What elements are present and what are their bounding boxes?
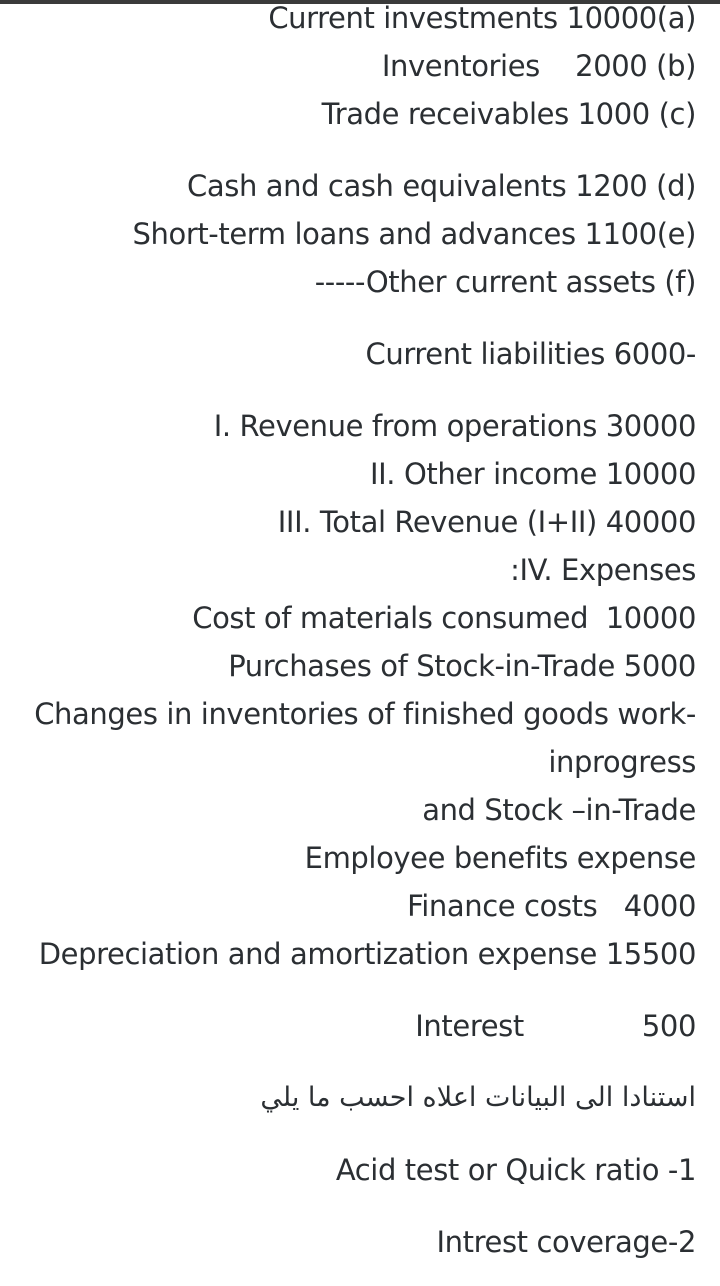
finance-costs-line: Finance costs 4000	[407, 889, 696, 923]
current-liabilities-line: Current liabilities 6000-	[365, 337, 696, 371]
total-revenue-line: III. Total Revenue (I+II) 40000	[277, 505, 696, 539]
interest-label: Interest	[415, 1009, 524, 1043]
cost-of-materials-line: Cost of materials consumed 10000	[192, 601, 696, 635]
question-2: Intrest coverage-2	[436, 1225, 696, 1259]
changes-inventories-line-1: Changes in inventories of finished goods work-	[34, 697, 696, 731]
interest-row	[0, 1002, 696, 1050]
changes-inventories-line-2: inprogress	[548, 745, 696, 779]
purchases-line: Purchases of Stock-in-Trade 5000	[228, 649, 696, 683]
interest-value: 500	[641, 1009, 696, 1043]
inventories-line: Inventories 2000 (b)	[381, 49, 696, 83]
arabic-instruction: استنادا الى البيانات اعلاه احسب ما يلي	[260, 1082, 696, 1113]
current-investments-line: Current investments 10000(a)	[268, 1, 696, 35]
question-1: Acid test or Quick ratio -1	[335, 1153, 696, 1187]
depreciation-line: Depreciation and amortization expense 15500	[38, 937, 696, 971]
trade-receivables-line: Trade receivables 1000 (c)	[321, 97, 696, 131]
expenses-heading: :IV. Expenses	[510, 553, 696, 587]
other-current-assets-line: -----Other current assets (f)	[314, 265, 696, 299]
employee-benefits-line: Employee benefits expense	[304, 841, 696, 875]
short-term-loans-line: Short-term loans and advances 1100(e)	[132, 217, 696, 251]
changes-inventories-line-3: and Stock –in-Trade	[422, 793, 696, 827]
other-income-line: II. Other income 10000	[370, 457, 696, 491]
revenue-operations-line: I. Revenue from operations 30000	[213, 409, 696, 443]
cash-line: Cash and cash equivalents 1200 (d)	[187, 169, 696, 203]
